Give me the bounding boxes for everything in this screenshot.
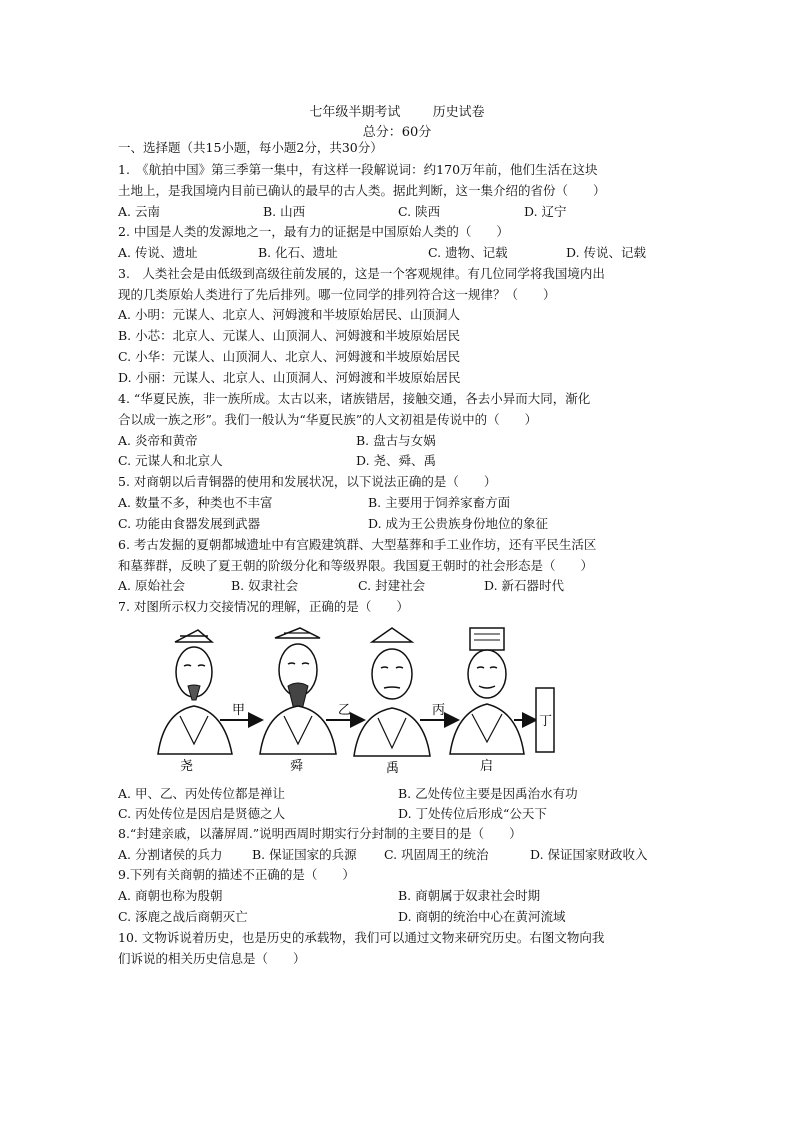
- q5-option-c: C. 功能由食器发展到武器: [118, 516, 261, 531]
- q1-option-a: A. 云南: [118, 204, 160, 219]
- q5-option-a: A. 数量不多，种类也不丰富: [118, 495, 273, 510]
- q5-option-d: D. 成为王公贵族身份地位的象征: [368, 516, 549, 531]
- q6-option-c: C. 封建社会: [358, 578, 426, 593]
- q1-option-b: B. 山西: [263, 204, 306, 219]
- q4-line2: 合以成一族之形”。我们一般认为“华夏民族”的人文初祖是传说中的（ ）: [118, 412, 538, 427]
- q6-option-d: D. 新石器时代: [484, 578, 565, 593]
- q4-option-c: C. 元谋人和北京人: [118, 453, 223, 468]
- q1-line1: 1. 《航拍中国》第三季第一集中，有这样一段解说词：约170万年前，他们生活在这块: [118, 162, 598, 177]
- q4-line1: 4. “华夏民族，非一族所成。太古以来，诸族错居，接触交通，各去小异而大同，渐化: [118, 391, 591, 406]
- q2-option-c: C. 遗物、记载: [428, 245, 508, 260]
- q3-option-d: D. 小丽：元谋人、北京人、山顶洞人、河姆渡和半坡原始居民: [118, 370, 461, 385]
- q3-line2: 现的几类原始人类进行了先后排列。哪一位同学的排列符合这一规律？（ ）: [118, 287, 556, 302]
- label-bing: 丙: [432, 703, 446, 718]
- q9-option-d: D. 商朝的统治中心在黄河流域: [398, 909, 566, 924]
- exam-name: 七年级半期考试: [309, 105, 401, 120]
- q4-option-d: D. 尧、舜、禹: [356, 453, 437, 468]
- q10-line1: 10. 文物诉说着历史，也是历史的承载物，我们可以通过文物来研究历史。右图文物向我: [118, 930, 605, 945]
- q3-line1: 3. 人类社会是由低级到高级往前发展的，这是一个客观规律。有几位同学将我国境内出: [118, 266, 605, 281]
- q6-line2: 和墓葬群，反映了夏王朝的阶级分化和等级界限。我国夏王朝时的社会形态是（ ）: [118, 558, 594, 573]
- q7-option-c: C. 丙处传位是因启是贤德之人: [118, 806, 286, 821]
- yao-figure: [158, 630, 232, 754]
- q7-option-b: B. 乙处传位主要是因禹治水有功: [398, 786, 578, 801]
- name-shun: 舜: [290, 759, 304, 774]
- q5-line1: 5. 对商朝以后青铜器的使用和发展状况，以下说法正确的是（ ）: [118, 474, 497, 489]
- q2-line1: 2. 中国是人类的发源地之一，最有力的证据是中国原始人类的（ ）: [118, 224, 509, 239]
- q6-option-a: A. 原始社会: [118, 578, 185, 593]
- q2-option-a: A. 传说、遗址: [118, 245, 198, 260]
- q9-option-a: A. 商朝也称为殷朝: [118, 888, 223, 903]
- q8-option-c: C. 巩固周王的统治: [384, 847, 489, 862]
- q7-option-a: A. 甲、乙、丙处传位都是禅让: [118, 786, 285, 801]
- q8-option-a: A. 分割诸侯的兵力: [118, 847, 223, 862]
- total-score: 总分：60分: [362, 125, 432, 140]
- q8-option-d: D. 保证国家财政收入: [530, 847, 648, 862]
- q7-line1: 7. 对图所示权力交接情况的理解，正确的是（ ）: [118, 599, 409, 614]
- q8-line1: 8.“封建亲戚，以藩屏周.”说明西周时期实行分封制的主要目的是（ ）: [118, 826, 522, 841]
- q7-option-d: D. 丁处传位后形成“公天下: [398, 806, 547, 821]
- name-qi: 启: [480, 759, 494, 774]
- q6-line1: 6. 考古发掘的夏朝都城遗址中有宫殿建筑群、大型墓葬和手工业作坊，还有平民生活区: [118, 537, 597, 552]
- exam-title: [0, 101, 794, 120]
- q3-option-c: C. 小华：元谋人、山顶洞人、北京人、河姆渡和半坡原始居民: [118, 349, 461, 364]
- label-jia: 甲: [232, 703, 246, 718]
- shun-figure: [260, 628, 336, 754]
- q9-option-b: B. 商朝属于奴隶社会时期: [398, 888, 541, 903]
- q5-option-b: B. 主要用于饲养家畜方面: [368, 495, 511, 510]
- q1-option-c: C. 陕西: [398, 204, 441, 219]
- name-yu: 禹: [386, 761, 400, 774]
- label-ding: 丁: [539, 714, 553, 729]
- label-yi: 乙: [338, 703, 352, 718]
- q10-line2: 们诉说的相关历史信息是（ ）: [118, 951, 306, 966]
- q2-option-b: B. 化石、遗址: [258, 245, 338, 260]
- qi-figure: [450, 628, 524, 754]
- subject-name: 历史试卷: [432, 105, 485, 120]
- q8-option-b: B. 保证国家的兵源: [252, 847, 357, 862]
- q1-option-d: D. 辽宁: [524, 204, 567, 219]
- q9-line1: 9.下列有关商朝的描述不正确的是（ ）: [118, 867, 355, 882]
- yu-figure: [354, 628, 430, 756]
- q4-option-b: B. 盘古与女娲: [356, 433, 436, 448]
- section-heading: 一、选择题（共15小题，每小题2分，共30分）: [118, 140, 383, 155]
- q6-option-b: B. 奴隶社会: [231, 578, 299, 593]
- q4-option-a: A. 炎帝和黄帝: [118, 433, 198, 448]
- q1-line2: 土地上，是我国境内目前已确认的最早的古人类。据此判断，这一集介绍的省份（ ）: [118, 183, 606, 198]
- q2-option-d: D. 传说、记载: [566, 245, 647, 260]
- q9-option-c: C. 涿鹿之战后商朝灭亡: [118, 909, 248, 924]
- q3-option-b: B. 小芯：北京人、元谋人、山顶洞人、河姆渡和半坡原始居民: [118, 328, 461, 343]
- succession-figure: [150, 624, 570, 774]
- q3-option-a: A. 小明：元谋人、北京人、河姆渡和半坡原始居民、山顶洞人: [118, 307, 460, 322]
- name-yao: 尧: [180, 759, 194, 774]
